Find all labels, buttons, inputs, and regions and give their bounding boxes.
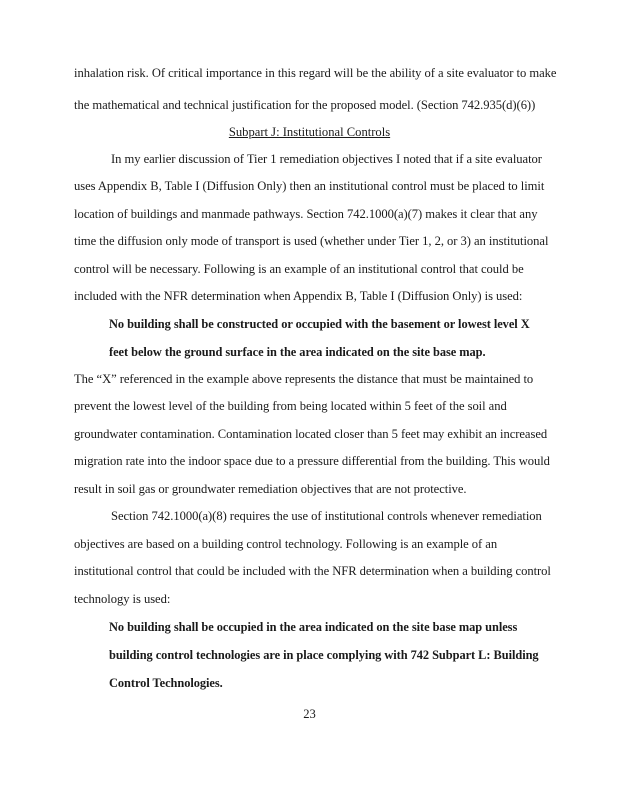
- example-control-text: building control technologies are in place complying with 742 Subpart L: Building: [109, 648, 539, 662]
- body-text-line: migration rate into the indoor space due to a pressure differential from the building. This would: [74, 454, 550, 468]
- body-text-line: In my earlier discussion of Tier 1 remediation objectives I noted that if a site evaluator: [111, 152, 542, 166]
- example-control-text: Control Technologies.: [109, 676, 223, 690]
- body-text-line: result in soil gas or groundwater remediation objectives that are not protective.: [74, 482, 467, 496]
- example-control-text: feet below the ground surface in the area indicated on the site base map.: [109, 345, 486, 359]
- example-control-text: No building shall be constructed or occupied with the basement or lowest level X: [109, 317, 530, 331]
- example-control-text: No building shall be occupied in the area indicated on the site base map unless: [109, 620, 518, 634]
- body-text-line: groundwater contamination. Contamination located closer than 5 feet may exhibit an increased: [74, 427, 548, 441]
- section-heading: Subpart J: Institutional Controls: [228, 125, 391, 139]
- page-number: 23: [303, 707, 316, 721]
- body-text-line: institutional control that could be included with the NFR determination when a building control: [74, 564, 551, 578]
- body-text-line: control will be necessary. Following is an example of an institutional control that could be: [74, 262, 524, 276]
- body-text-line: objectives are based on a building control technology. Following is an example of an: [74, 537, 498, 551]
- body-text-line: Section 742.1000(a)(8) requires the use of institutional controls whenever remediation: [111, 509, 542, 523]
- body-text-line: included with the NFR determination when Appendix B, Table I (Diffusion Only) is used:: [74, 289, 523, 303]
- body-text-line: prevent the lowest level of the building from being located within 5 feet of the soil and: [74, 399, 507, 413]
- body-text-line: uses Appendix B, Table I (Diffusion Only) then an institutional control must be placed to limit: [74, 179, 545, 193]
- body-text-line: technology is used:: [74, 592, 171, 606]
- body-text-line: The “X” referenced in the example above represents the distance that must be maintained to: [74, 372, 534, 386]
- body-text-line: inhalation risk. Of critical importance in this regard will be the ability of a site evaluator to make: [74, 66, 557, 80]
- body-text-line: time the diffusion only mode of transport is used (whether under Tier 1, 2, or 3) an institutional: [74, 234, 549, 248]
- body-text-line: location of buildings and manmade pathways. Section 742.1000(a)(7) makes it clear that any: [74, 207, 538, 221]
- body-text-line: the mathematical and technical justification for the proposed model. (Section 742.935(d)(6)): [74, 98, 536, 112]
